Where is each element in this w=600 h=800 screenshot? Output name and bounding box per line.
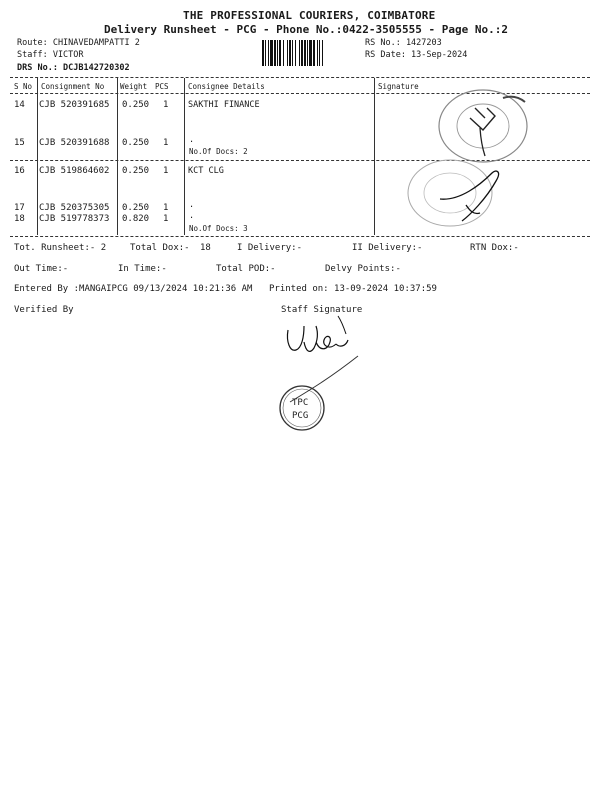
entered-by: Entered By :MANGAIPCG 09/13/2024 10:21:36 AM — [14, 284, 253, 294]
barcode-bar — [270, 40, 273, 66]
cell-weight: 0.820 — [122, 214, 150, 224]
barcode-bar — [279, 40, 281, 66]
barcode-bar — [265, 40, 266, 66]
barcode-bar — [283, 40, 284, 66]
total-dox-value: 18 — [200, 243, 211, 253]
barcode-bar — [287, 40, 288, 66]
col-divider — [37, 78, 38, 235]
cell-consignee: . — [189, 211, 195, 221]
cell-consignee: SAKTHI FINANCE — [188, 100, 260, 110]
receiver-stamp-signature — [400, 155, 530, 235]
printed-on: Printed on: 13-09-2024 10:37:59 — [269, 284, 437, 294]
table-bottom-rule — [10, 236, 590, 237]
col-header-pcs: PCS — [155, 82, 169, 91]
rs-date: RS Date: 13-Sep-2024 — [365, 50, 468, 60]
docs-count: No.Of Docs: 3 — [189, 224, 248, 233]
cell-weight: 0.250 — [122, 138, 150, 148]
tpc-pcg-seal — [270, 350, 370, 440]
barcode-bar — [274, 40, 276, 66]
col-divider — [184, 78, 185, 235]
table-row — [14, 138, 25, 148]
cell-weight: 0.250 — [122, 100, 150, 110]
barcode-bar — [268, 40, 269, 66]
col-header-weight: Weight — [120, 82, 148, 91]
cell-consignee: . — [189, 135, 195, 145]
col-header-sno: S No — [14, 82, 33, 91]
cell-weight: 0.250 — [122, 166, 150, 176]
cell-consignment: CJB 520391685 — [39, 100, 110, 110]
rs-number: RS No.: 1427203 — [365, 38, 442, 48]
out-time: Out Time:- — [14, 264, 69, 274]
cell-sno: 16 — [14, 166, 25, 176]
svg-text:TPC: TPC — [292, 398, 309, 408]
cell-sno: 17 — [14, 203, 25, 213]
table-row — [14, 166, 25, 176]
in-time: In Time:- — [118, 264, 167, 274]
col-header-signature: Signature — [378, 82, 419, 91]
staff-signature-label: Staff Signature — [281, 305, 363, 315]
table-row — [14, 100, 25, 110]
barcode-bar — [292, 40, 293, 66]
barcode-bar — [313, 40, 315, 66]
docs-count: No.Of Docs: 2 — [189, 147, 248, 156]
barcode-bar — [317, 40, 318, 66]
col-header-consignment: Consignment No — [41, 82, 105, 91]
cell-weight: 0.250 — [122, 203, 150, 213]
cell-pcs: 1 — [163, 138, 169, 148]
delvy-points: Delvy Points:- — [325, 264, 401, 274]
barcode-bar — [301, 40, 303, 66]
barcode-bar — [304, 40, 306, 66]
staff: Staff: VICTOR — [17, 50, 84, 60]
table-row — [14, 214, 25, 224]
cell-pcs: 1 — [163, 203, 169, 213]
table-top-rule — [10, 77, 590, 78]
col-divider — [374, 78, 375, 235]
total-runsheet: Tot. Runsheet:- 2 — [14, 243, 107, 253]
route: Route: CHINAVEDAMPATTI 2 — [17, 38, 140, 48]
total-dox-label: Total Dox:- — [130, 243, 190, 253]
barcode-bar — [319, 40, 320, 66]
barcode-bar — [322, 40, 323, 66]
barcode-bar — [307, 40, 308, 66]
cell-sno: 15 — [14, 138, 25, 148]
cell-pcs: 1 — [163, 100, 169, 110]
barcode-bar — [277, 40, 278, 66]
verified-by: Verified By — [14, 305, 74, 315]
ii-delivery: II Delivery:- — [352, 243, 423, 253]
barcode-bar — [309, 40, 312, 66]
barcode-bar — [299, 40, 300, 66]
cell-consignment: CJB 520391688 — [39, 138, 110, 148]
company-title: THE PROFESSIONAL COURIERS, COIMBATORE — [183, 9, 436, 22]
total-pod: Total POD:- — [216, 264, 276, 274]
cell-sno: 18 — [14, 214, 25, 224]
cell-consignment: CJB 519864602 — [39, 166, 110, 176]
table-row — [14, 203, 25, 213]
runsheet-title: Delivery Runsheet - PCG - Phone No.:0422-3505555 - Page No.:2 — [104, 23, 508, 36]
cell-pcs: 1 — [163, 214, 169, 224]
cell-consignment: CJB 519778373 — [39, 214, 110, 224]
svg-text:PCG: PCG — [292, 411, 309, 421]
cell-consignee: KCT CLG — [188, 166, 224, 176]
col-divider — [117, 78, 118, 235]
dot-mark: . — [189, 200, 195, 210]
cell-consignment: CJB 520375305 — [39, 203, 110, 213]
cell-sno: 14 — [14, 100, 25, 110]
drs-number: DRS No.: DCJB142720302 — [17, 63, 130, 73]
rtn-dox: RTN Dox:- — [470, 243, 519, 253]
cell-pcs: 1 — [163, 166, 169, 176]
barcode-bar — [295, 40, 296, 66]
barcode-bar — [289, 40, 291, 66]
barcode — [262, 40, 358, 66]
barcode-bar — [262, 40, 264, 66]
col-header-consignee: Consignee Details — [188, 82, 265, 91]
i-delivery: I Delivery:- — [237, 243, 303, 253]
